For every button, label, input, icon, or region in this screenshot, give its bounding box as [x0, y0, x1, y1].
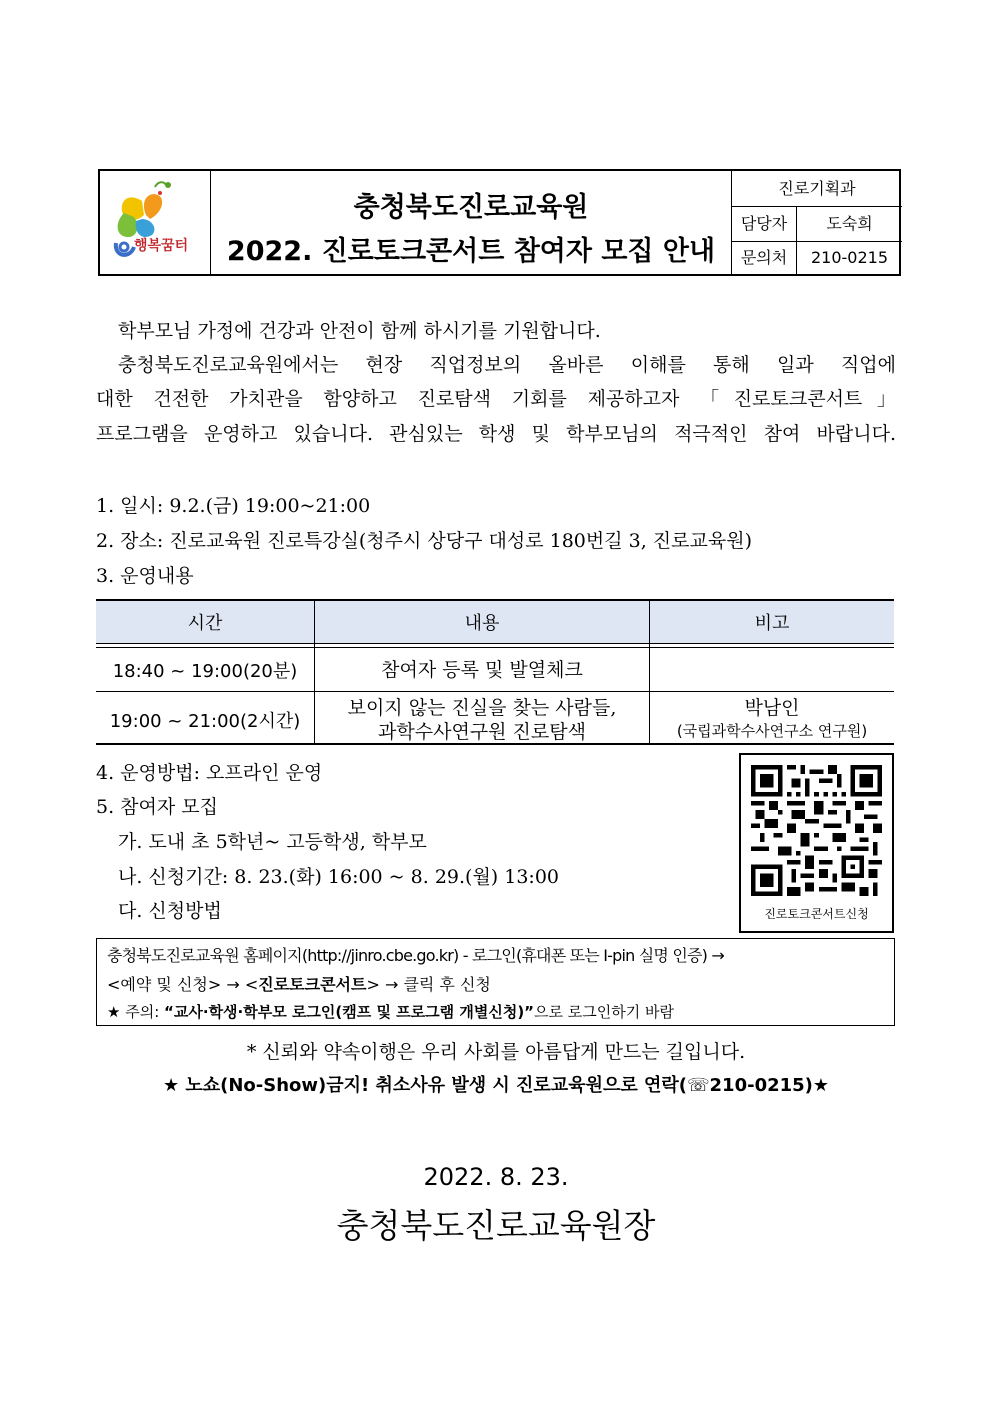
- row-divider: [96, 691, 894, 692]
- logo: [100, 171, 211, 274]
- method-line-1: 충청북도진로교육원 홈페이지(http://jinro.cbe.go.kr) - 로그인(휴대폰 또는 I-pin 실명 인증) →: [107, 946, 725, 965]
- intro-line-4: 프로그램을 운영하고 있습니다. 관심있는 학생 및 학부모님의 적극적인 참여 바랍니다.: [96, 423, 896, 445]
- schedule-table: [96, 599, 894, 745]
- no-show-note: ★ 노쇼(No-Show)금지! 취소사유 발생 시 진로교육원으로 연락(☏210-0215)★: [162, 1075, 830, 1096]
- title-block: [211, 171, 731, 274]
- header-note: 비고: [754, 613, 790, 634]
- method-line-2-end: > → 클릭 후 신청: [366, 975, 491, 994]
- caution-login-type: “교사·학생·학부모 로그인(캠프 및 프로그램 개별신청)”: [164, 1003, 535, 1021]
- header-content: 내용: [464, 613, 500, 634]
- item-place: 2. 장소: 진로교육원 진로특강실(청주시 상당구 대성로 180번길 3, 진로교육원): [96, 530, 752, 552]
- row2-time: 19:00 ~ 21:00(2시간): [109, 711, 301, 732]
- row2-note-line1: 박남인: [744, 697, 800, 719]
- qr-code-icon[interactable]: [751, 765, 882, 896]
- row2-content-line2: 과학수사연구원 진로탐색: [378, 721, 586, 743]
- item-content: 3. 운영내용: [96, 565, 194, 587]
- logo-text: 행복꿈터: [134, 238, 189, 254]
- method-line-2-start: <예약 및 신청> → <: [107, 975, 259, 994]
- intro-line-1: 학부모님 가정에 건강과 안전이 함께 하시기를 기원합니다.: [118, 320, 601, 342]
- application-method-box: [96, 938, 895, 1026]
- method-line-3: [107, 1001, 674, 1022]
- document-header: [98, 169, 901, 276]
- signer: 충청북도진로교육원장: [336, 1206, 656, 1245]
- contact-label: 문의처: [732, 242, 797, 274]
- department: 진로기획과: [732, 171, 902, 207]
- row1-content: 참여자 등록 및 발열체크: [381, 659, 583, 681]
- trust-note: * 신뢰와 약속이행은 우리 사회를 아름답게 만드는 길입니다.: [246, 1041, 746, 1063]
- row-divider: [96, 643, 894, 644]
- manager-name: 도숙희: [826, 214, 873, 233]
- method-program-name: 진로토크콘서트: [258, 975, 367, 994]
- item-target: 가. 도내 초 5학년~ 고등학생, 학부모: [118, 831, 427, 853]
- item-method: 4. 운영방법: 오프라인 운영: [96, 762, 323, 784]
- intro-line-3: 대한 건전한 가치관을 함양하고 진로탐색 기회를 제공하고자 「진로토크콘서트」: [96, 388, 896, 410]
- manager-label: 담당자: [732, 207, 797, 241]
- caution-end: 으로 로그인하기 바람: [534, 1003, 674, 1021]
- item-date: 1. 일시: 9.2.(금) 19:00~21:00: [96, 495, 371, 517]
- item-recruit: 5. 참여자 모집: [96, 796, 218, 818]
- organization-name: 충청북도진로교육원: [353, 192, 589, 223]
- row1-time: 18:40 ~ 19:00(20분): [112, 661, 298, 682]
- header-time: 시간: [187, 613, 223, 634]
- contact-number: 210-0215: [810, 248, 889, 267]
- intro-line-2: 충청북도진로교육원에서는 현장 직업정보의 올바른 이해를 통해 일과 직업에: [118, 354, 896, 376]
- row2-note-line2: (국립과학수사연구소 연구원): [676, 722, 868, 740]
- caution-label: ★ 주의:: [107, 1003, 165, 1021]
- item-how: 다. 신청방법: [118, 900, 222, 922]
- item-period: 나. 신청기간: 8. 23.(화) 16:00 ~ 8. 29.(월) 13:00: [118, 866, 560, 888]
- logo-icon: [100, 171, 210, 274]
- row2-content-line1: 보이지 않는 진실을 찾는 사람들,: [347, 697, 617, 719]
- qr-code-box[interactable]: [739, 753, 894, 933]
- contact-table: [731, 171, 902, 274]
- row-divider: [96, 647, 894, 648]
- document-title: 2022. 진로토크콘서트 참여자 모집 안내: [226, 236, 716, 267]
- qr-caption: 진로토크콘서트신청: [764, 907, 869, 921]
- method-line-2: [107, 972, 491, 995]
- issue-date: 2022. 8. 23.: [423, 1163, 569, 1191]
